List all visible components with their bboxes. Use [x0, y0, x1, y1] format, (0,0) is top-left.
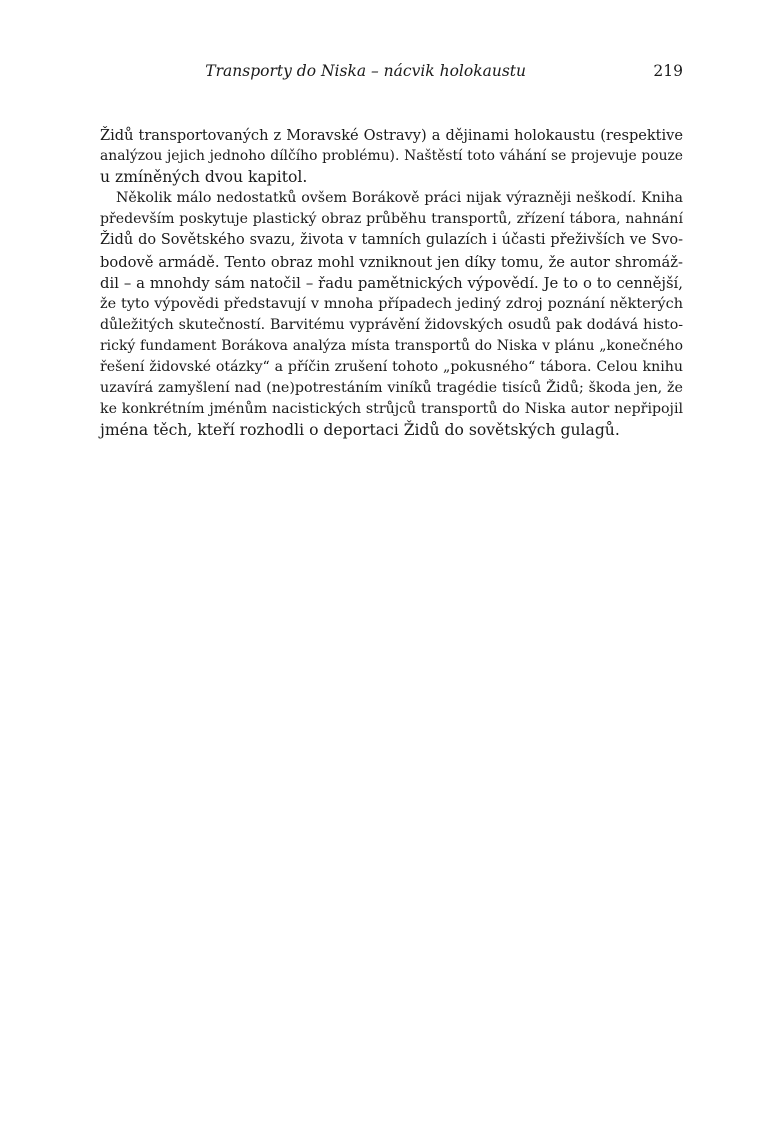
text-line: dil – a mnohdy sám natočil – řadu pamětnických výpovědí. Je to o to cennější, [100, 274, 683, 292]
text-line: řešení židovské otázky“ a příčin zrušení tohoto „pokusného“ tábora. Celou knihu [100, 359, 683, 376]
page-header [100, 62, 683, 84]
page-number: 219 [653, 62, 683, 80]
body-text [100, 125, 683, 441]
paragraph-2 [100, 188, 683, 441]
text-line: Několik málo nedostatků ovšem Borákově práci nijak výrazněji neškodí. Kniha [116, 190, 683, 207]
text-line: jména těch, kteří rozhodli o deportaci Židů do sovětských gulagů. [100, 421, 620, 440]
text-line: především poskytuje plastický obraz průběhu transportů, zřízení tábora, nahnání [100, 211, 683, 228]
text-line: důležitých skutečností. Barvitému vyprávění židovských osudů pak dodává histo- [100, 316, 683, 333]
text-line: rický fundament Borákova analýza místa transportů do Niska v plánu „konečného [100, 337, 683, 354]
running-title: Transporty do Niska – nácvik holokaustu [205, 62, 526, 80]
text-line: u zmíněných dvou kapitol. [100, 168, 308, 187]
text-line: Židů do Sovětského svazu, života v tamních gulazích i účasti přeživších ve Svo- [100, 232, 683, 249]
text-line: bodově armádě. Tento obraz mohl vzniknout jen díky tomu, že autor shromáž- [100, 253, 683, 271]
text-line: Židů transportovaných z Moravské Ostravy) a dějinami holokaustu (respektive [100, 127, 683, 144]
text-line: uzavírá zamyšlení nad (ne)potrestáním viníků tragédie tisíců Židů; škoda jen, že [100, 380, 683, 397]
paragraph-1 [100, 125, 683, 188]
text-line: analýzou jejich jednoho dílčího problému). Naštěstí toto váhání se projevuje pouze [100, 148, 683, 165]
text-line: ke konkrétním jménům nacistických strůjců transportů do Niska autor nepřipojil [100, 401, 683, 418]
text-line: že tyto výpovědi představují v mnoha případech jediný zdroj poznání některých [100, 295, 683, 312]
